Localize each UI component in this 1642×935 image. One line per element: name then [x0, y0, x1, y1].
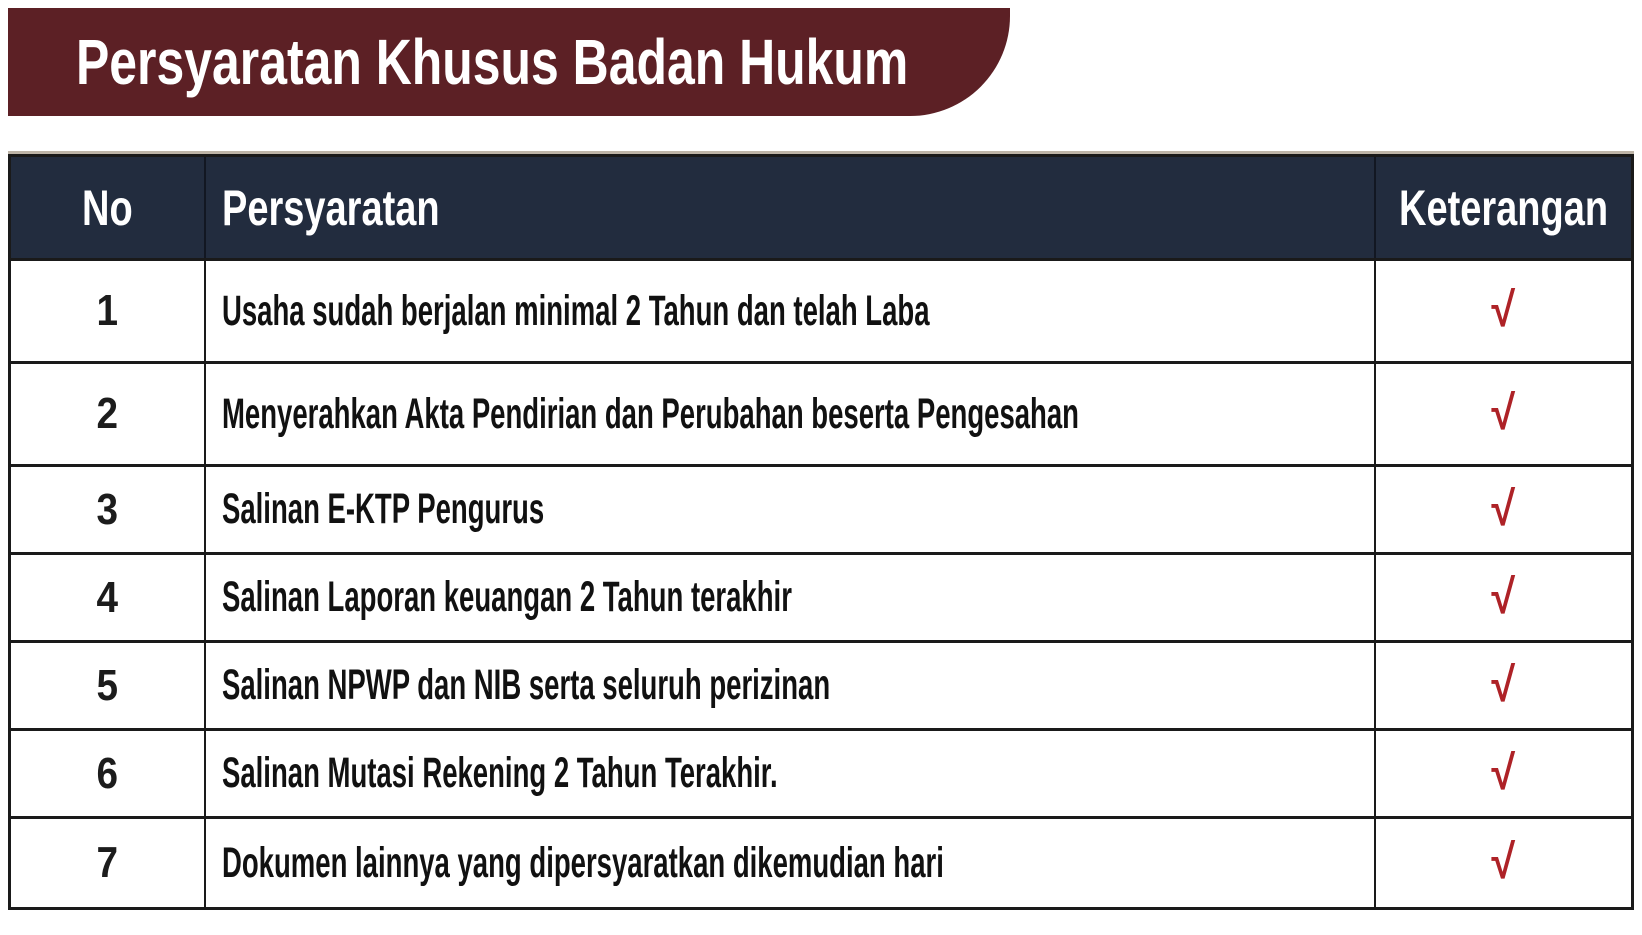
row-number-cell [11, 555, 206, 640]
keterangan-cell [1376, 731, 1631, 816]
requirement-cell [206, 261, 1376, 361]
requirement-text: Menyerahkan Akta Pendirian dan Perubahan beserta Pengesahan [222, 389, 1079, 438]
row-number-cell [11, 467, 206, 552]
requirement-text: Usaha sudah berjalan minimal 2 Tahun dan telah Laba [222, 286, 930, 335]
table-row [11, 643, 1631, 731]
row-number: 5 [96, 660, 119, 710]
checkmark-icon: √ [1491, 482, 1516, 536]
row-number: 7 [96, 838, 119, 887]
table-row [11, 731, 1631, 819]
requirement-cell [206, 555, 1376, 640]
checkmark-icon: √ [1491, 836, 1516, 889]
requirement-cell [206, 643, 1376, 728]
requirement-cell [206, 819, 1376, 907]
requirement-text: Salinan Laporan keuangan 2 Tahun terakhir [222, 573, 792, 621]
col-header-keterangan-label: Keterangan [1398, 179, 1609, 236]
keterangan-cell [1376, 555, 1631, 640]
row-number: 3 [96, 484, 119, 534]
keterangan-cell [1376, 819, 1631, 907]
table-row [11, 555, 1631, 643]
requirement-cell [206, 731, 1376, 816]
keterangan-cell [1376, 467, 1631, 552]
page-title: Persyaratan Khusus Badan Hukum [76, 26, 909, 98]
requirement-text: Dokumen lainnya yang dipersyaratkan dikemudian hari [222, 838, 944, 887]
table-row [11, 364, 1631, 467]
keterangan-cell [1376, 364, 1631, 464]
requirement-cell [206, 364, 1376, 464]
row-number-cell [11, 819, 206, 907]
table-header-row [11, 157, 1631, 261]
requirement-text: Salinan E-KTP Pengurus [222, 485, 545, 533]
checkmark-icon: √ [1491, 387, 1516, 440]
col-header-persyaratan [206, 157, 1376, 258]
requirement-cell [206, 467, 1376, 552]
table-row [11, 467, 1631, 555]
table-row [11, 261, 1631, 364]
checkmark-icon: √ [1491, 570, 1516, 624]
col-header-persyaratan-label: Persyaratan [222, 179, 440, 236]
row-number: 2 [96, 389, 119, 438]
title-banner [8, 8, 1010, 116]
requirement-text: Salinan Mutasi Rekening 2 Tahun Terakhir. [222, 749, 778, 797]
row-number-cell [11, 364, 206, 464]
row-number-cell [11, 731, 206, 816]
row-number-cell [11, 261, 206, 361]
keterangan-cell [1376, 643, 1631, 728]
checkmark-icon: √ [1491, 284, 1516, 337]
row-number: 6 [96, 748, 119, 798]
keterangan-cell [1376, 261, 1631, 361]
checkmark-icon: √ [1491, 658, 1516, 712]
col-header-keterangan [1376, 157, 1631, 258]
row-number: 1 [96, 286, 119, 335]
checkmark-icon: √ [1491, 746, 1516, 800]
requirements-table [8, 154, 1634, 910]
col-header-no-label: No [82, 179, 133, 236]
row-number: 4 [96, 572, 119, 622]
requirement-text: Salinan NPWP dan NIB serta seluruh perizinan [222, 661, 831, 709]
table-row [11, 819, 1631, 907]
row-number-cell [11, 643, 206, 728]
col-header-no [11, 157, 206, 258]
